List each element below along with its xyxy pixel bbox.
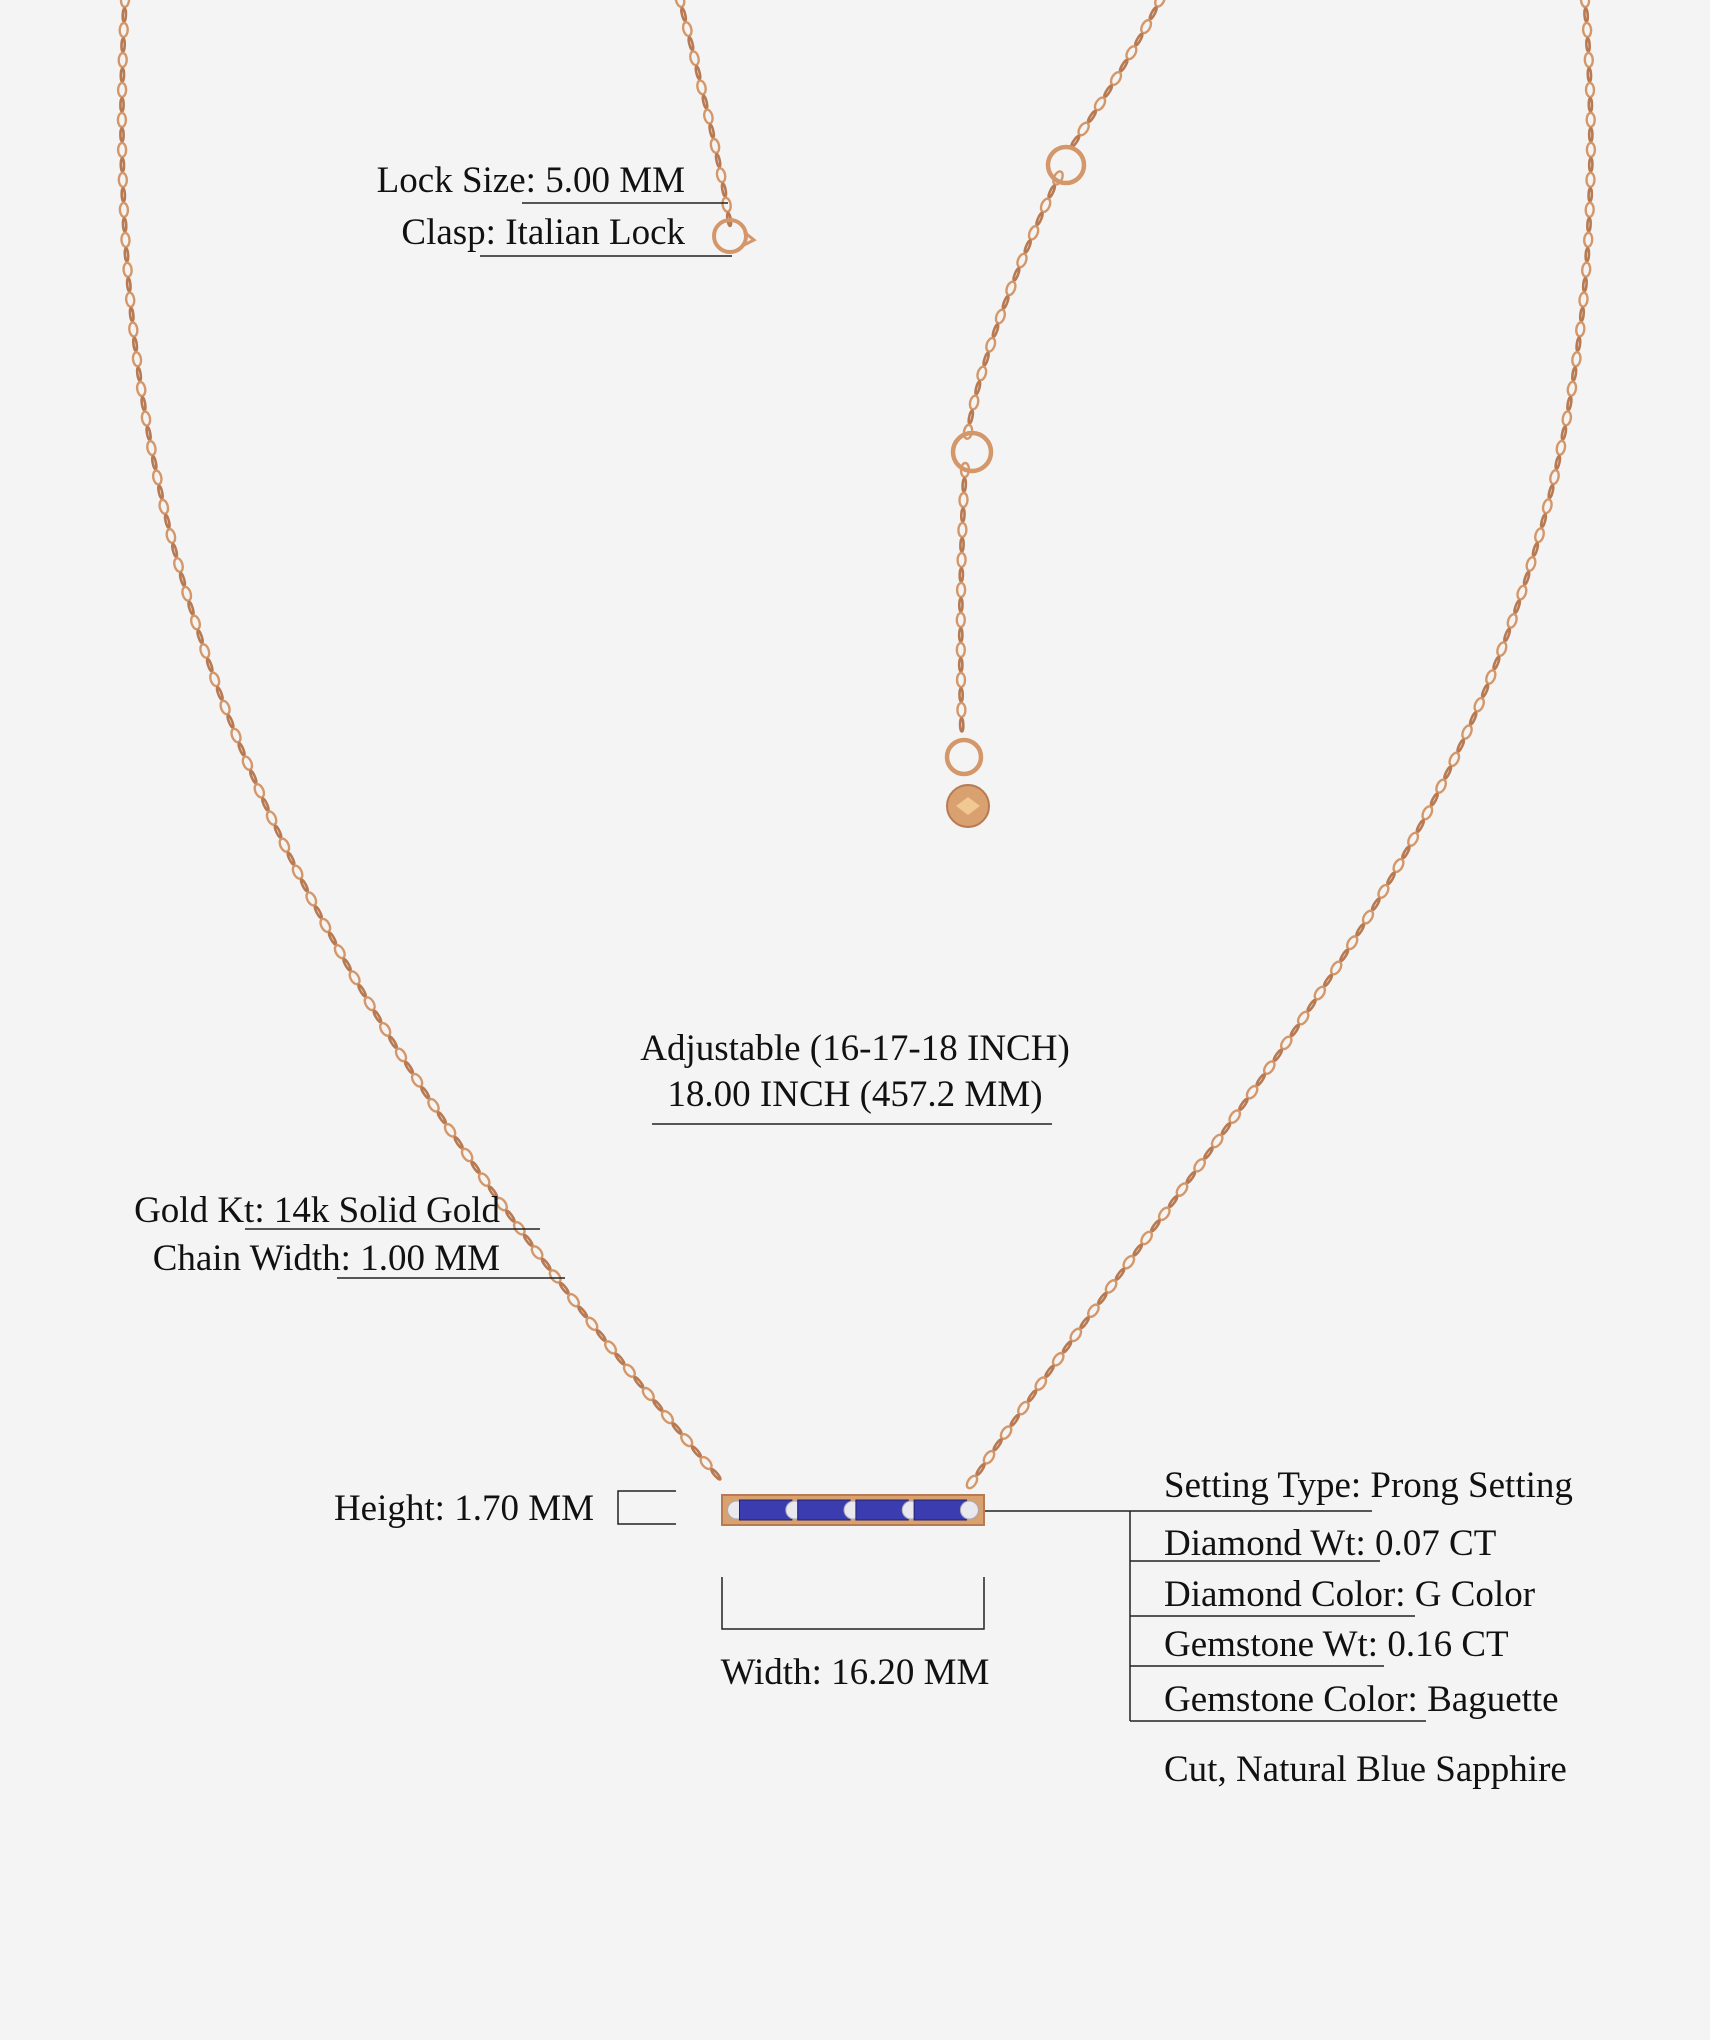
chain-width-value: 1.00 MM — [360, 1238, 500, 1279]
clasp-label: Clasp: — [401, 212, 496, 253]
height-spec — [200, 1490, 594, 1527]
chain-width-spec — [60, 1240, 500, 1277]
diamond-wt-spec — [1164, 1525, 1496, 1562]
gemstone-wt-spec — [1164, 1626, 1509, 1663]
jump-ring-icon — [947, 740, 981, 774]
width-bracket — [722, 1577, 984, 1629]
gemstone-color-continued: Cut, Natural Blue Sapphire — [1164, 1749, 1567, 1790]
bar-pendant — [722, 1495, 984, 1525]
width-value: 16.20 MM — [831, 1652, 990, 1693]
gold-kt-label: Gold Kt: — [134, 1190, 265, 1231]
jump-ring-icon — [1048, 147, 1084, 183]
setting-type-label: Setting Type: — [1164, 1465, 1362, 1506]
width-spec — [655, 1654, 1055, 1691]
gemstone-color-value: Baguette — [1427, 1679, 1559, 1720]
lock-size-label: Lock Size: — [376, 160, 536, 201]
diamond-color-label: Diamond Color: — [1164, 1574, 1406, 1615]
diamond-color-spec — [1164, 1576, 1535, 1613]
gemstone-color-label: Gemstone Color: — [1164, 1679, 1418, 1720]
setting-type-spec — [1164, 1467, 1573, 1504]
diamond-wt-value: 0.07 CT — [1375, 1523, 1497, 1564]
jump-ring-icon — [953, 433, 991, 471]
diamond-wt-label: Diamond Wt: — [1164, 1523, 1366, 1564]
diamond-color-value: G Color — [1414, 1574, 1536, 1615]
diamond-stone — [960, 1501, 978, 1519]
gemstone-wt-value: 0.16 CT — [1387, 1624, 1509, 1665]
sapphire-stone — [740, 1500, 792, 1520]
sapphire-stone — [798, 1500, 850, 1520]
gold-kt-spec — [60, 1192, 500, 1229]
gemstone-wt-label: Gemstone Wt: — [1164, 1624, 1379, 1665]
gold-kt-value: 14k Solid Gold — [273, 1190, 500, 1231]
sapphire-stone — [914, 1500, 966, 1520]
chain-width-label: Chain Width: — [152, 1238, 351, 1279]
sapphire-stone — [856, 1500, 908, 1520]
setting-type-value: Prong Setting — [1370, 1465, 1573, 1506]
width-label: Width: — [720, 1652, 822, 1693]
adjustable-spec: Adjustable (16-17-18 INCH) — [640, 1028, 1070, 1069]
lock-size-spec — [240, 162, 685, 199]
height-bracket — [618, 1491, 676, 1524]
clasp-spec — [240, 214, 685, 251]
lock-size-value: 5.00 MM — [545, 160, 685, 201]
height-value: 1.70 MM — [454, 1488, 594, 1529]
height-label: Height: — [333, 1488, 445, 1529]
length-spec: 18.00 INCH (457.2 MM) — [667, 1074, 1043, 1115]
gemstone-color-spec — [1164, 1681, 1559, 1718]
clasp-value: Italian Lock — [505, 212, 685, 253]
